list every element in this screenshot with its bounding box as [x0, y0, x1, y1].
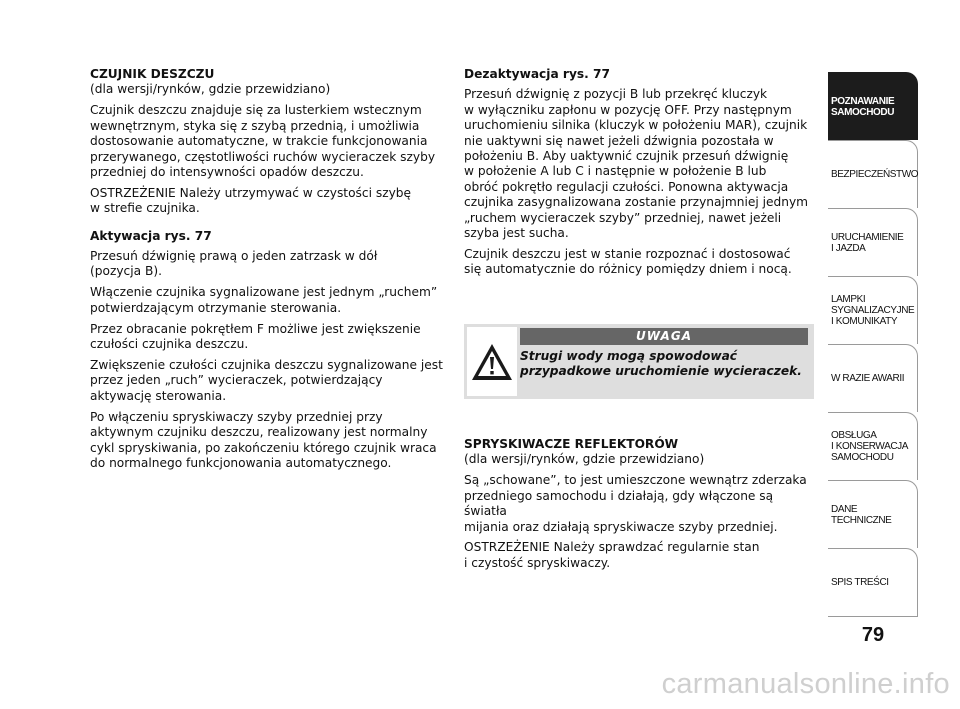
headlight-washers-description: Są „schowane”, to jest umieszczone wewnątrz zderzaka przedniego samochodu i działają, gdy włączone są światła mijania oraz działają spryskiwacze szyby przedniej.	[464, 473, 807, 534]
tab-w-razie-awarii[interactable]: W RAZIE AWARII	[828, 344, 918, 412]
rain-sensor-warning-note: OSTRZEŻENIE Należy utrzymywać w czystości szybę w strefie czujnika.	[90, 185, 412, 216]
tabs-bottom-divider	[828, 616, 918, 617]
activation-heading: Aktywacja rys. 77	[90, 228, 212, 243]
rain-sensor-heading: CZUJNIK DESZCZU	[90, 67, 215, 81]
warning-triangle-icon	[470, 342, 514, 382]
tab-bezpieczenstwo[interactable]: BEZPIECZEŃSTWO	[828, 140, 918, 208]
sensitivity-signal: Zwiększenie czułości czujnika deszczu sygnalizowane jest przez jeden „ruch” wycieraczek, potwierdzający aktywację sterowania.	[90, 358, 443, 403]
warning-label: UWAGA	[520, 328, 808, 345]
activation-signal: Włączenie czujnika sygnalizowane jest jednym „ruchem” potwierdzającym otrzymanie sterowania.	[90, 285, 438, 315]
section-tabs	[828, 72, 918, 617]
deactivation-description: Przesuń dźwignię z pozycji B lub przekręć kluczyk w wyłączniku zapłonu w pozycję OFF. Przy następnym uruchomieniu silnika (kluczyk w położeniu MAR), czujnik nie uaktywni się nawet jeżeli dźwignia pozostała w położeniu B. Aby uaktywnić czujnik przesuń dźwignię w położenie A lub C i następnie w położenie B lub obróć pokrętło regulacji czułości. Ponowna aktywacja czujnika zasygnalizowana zostanie przynajmniej jednym „ruchem wycieraczek szyby” przedniej, nawet jeżeli szyba jest sucha.	[464, 87, 809, 241]
warning-icon-box	[467, 327, 517, 396]
headlight-washers-heading: SPRYSKIWACZE REFLEKTORÓW	[464, 437, 679, 451]
rain-sensor-description: Czujnik deszczu znajduje się za lusterkiem wstecznym wewnętrznym, styka się z szybą przednią, i umożliwia dostosowanie automatyczne, w trakcie funkcjonowania przerywanego, częstotliwości ruchów wycieraczek szyby przedniej do intensywności opadów deszczu.	[90, 103, 436, 179]
deactivation-heading: Dezaktywacja rys. 77	[464, 67, 610, 81]
warning-text: Strugi wody mogą spowodować przypadkowe uruchomienie wycieraczek.	[520, 349, 802, 379]
right-column-lower	[464, 437, 816, 577]
washer-cycle: Po włączeniu spryskiwaczy szyby przedniej przy aktywnym czujniku deszczu, realizowany jest normalny cykl spryskiwania, po zakończeniu którego czujnik wraca do normalnego funkcjonowania automatycznego.	[90, 409, 437, 470]
rain-sensor-subheading: (dla wersji/rynków, gdzie przewidziano)	[90, 82, 331, 97]
headlight-washers-warning: OSTRZEŻENIE Należy sprawdzać regularnie stan i czystość spryskiwaczy.	[464, 540, 760, 570]
sensitivity-increase: Przez obracanie pokrętłem F możliwe jest zwiększenie czułości czujnika deszczu.	[90, 321, 421, 352]
tab-poznawanie-samochodu[interactable]: POZNAWANIE SAMOCHODU	[828, 72, 918, 140]
page-number: 79	[861, 624, 885, 646]
tab-spis-tresci[interactable]: SPIS TREŚCI	[828, 548, 918, 616]
headlight-washers-subheading: (dla wersji/rynków, gdzie przewidziano)	[464, 452, 705, 467]
tab-dane-techniczne[interactable]: DANE TECHNICZNE	[828, 480, 918, 548]
day-night-adaptation: Czujnik deszczu jest w stanie rozpoznać i dostosować się automatycznie do różnicy pomiędzy dniem i nocą.	[464, 246, 792, 277]
right-column	[464, 67, 816, 283]
tab-lampki-sygnalizacyjne[interactable]: LAMPKI SYGNALIZACYJNE I KOMUNIKATY	[828, 276, 918, 344]
warning-box	[464, 324, 814, 399]
tab-uruchamienie-i-jazda[interactable]: URUCHAMIENIE I JAZDA	[828, 208, 918, 276]
left-column	[90, 67, 450, 477]
watermark: carmanualsonline.info	[661, 668, 950, 700]
tab-obsluga-i-konserwacja[interactable]: OBSŁUGA I KONSERWACJA SAMOCHODU	[828, 412, 918, 480]
activation-step: Przesuń dźwignię prawą o jeden zatrzask w dół (pozycja B).	[90, 249, 378, 279]
